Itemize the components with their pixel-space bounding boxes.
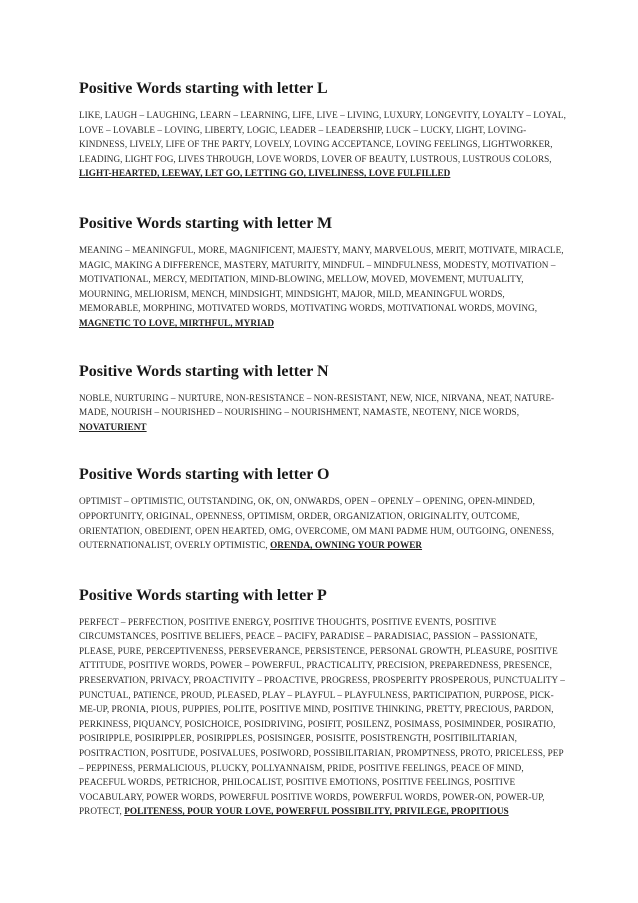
section-letter-n	[79, 363, 568, 435]
word-list-text: MEANING – MEANINGFUL, MORE, MAGNIFICENT, MAJESTY, MANY, MARVELOUS, MERIT, MOTIVATE, MIRACLE, MAGIC, MAKING A DIFFERENCE, MASTERY, MATURITY, MINDFUL – MINDFULNESS, MODESTY, MOTIVATION – MOTIVATIONAL, MERCY, MEDITATION, MIND-BLOWING, MELLOW, MOVED, MOVEMENT, MUTUALITY, MOURNING, MELIORISM, MENCH, MINDSIGHT, MINDSIGHT, MAJOR, MILD, MEANINGFUL WORDS, MEMORABLE, MORPHING, MOTIVATED WORDS, MOTIVATING WORDS, MOTIVATIONAL WORDS, MOVING,	[79, 244, 564, 314]
word-list-text: NOBLE, NURTURING – NURTURE, NON-RESISTANCE – NON-RESISTANT, NEW, NICE, NIRVANA, NEAT, NATURE-MADE, NOURISH – NOURISHED – NOURISHING – NOURISHMENT, NAMASTE, NEOTENY, NICE WORDS,	[79, 392, 555, 418]
word-list	[79, 494, 568, 552]
section-letter-o	[79, 466, 568, 552]
word-list-text: OPTIMIST – OPTIMISTIC, OUTSTANDING, OK, ON, ONWARDS, OPEN – OPENLY – OPENING, OPEN-MINDED, OPPORTUNITY, ORIGINAL, OPENNESS, OPTIMISM, ORDER, ORGANIZATION, ORIGINALITY, OUTCOME, ORIENTATION, OBEDIENT, OPEN HEARTED, OMG, OVERCOME, OM MANI PADME HUM, OUTGOING, ONENESS, OUTERNATIONALIST, OVERLY OPTIMISTIC,	[79, 496, 555, 551]
section-letter-p	[79, 587, 568, 819]
section-heading: Positive Words starting with letter M	[79, 214, 333, 232]
section-heading: Positive Words starting with letter P	[79, 586, 327, 604]
word-list-text: LIKE, LAUGH – LAUGHING, LEARN – LEARNING, LIFE, LIVE – LIVING, LUXURY, LONGEVITY, LOYALTY – LOYAL, LOVE – LOVABLE – LOVING, LIBERTY, LOGIC, LEADER – LEADERSHIP, LUCK – LUCKY, LIGHT, LOVING-KINDNESS, LIVELY, LIFE OF THE PARTY, LOVELY, LOVING ACCEPTANCE, LOVING FEELINGS, LIGHTWORKER, LEADING, LIGHT FOG, LIVES THROUGH, LOVE WORDS, LOVER OF BEAUTY, LUSTROUS, LUSTROUS COLORS,	[79, 110, 566, 164]
section-letter-l	[79, 80, 568, 181]
document-page	[79, 80, 568, 859]
word-list-link[interactable]: MAGNETIC TO LOVE, MIRTHFUL, MYRIAD	[79, 317, 275, 328]
word-list	[79, 615, 568, 819]
word-list	[79, 243, 568, 331]
word-list-link[interactable]: NOVATURIENT	[79, 421, 147, 432]
word-list	[79, 108, 568, 181]
section-heading: Positive Words starting with letter L	[79, 80, 328, 97]
section-heading: Positive Words starting with letter N	[79, 362, 329, 380]
word-list-text: PERFECT – PERFECTION, POSITIVE ENERGY, POSITIVE THOUGHTS, POSITIVE EVENTS, POSITIVE CIRCUMSTANCES, POSITIVE BELIEFS, PEACE – PACIFY, PARADISE – PARADISIAC, PASSION – PASSIONATE, PLEASE, PURE, PERCEPTIVENESS, PERSEVERANCE, PERSISTENCE, PERSONAL GROWTH, PLEASURE, POSITIVE ATTITUDE, POSITIVE WORDS, POWER – POWERFUL, PRACTICALITY, PRECISION, PREPAREDNESS, PRESENCE, PRESERVATION, PRIVACY, PROACTIVITY – PROACTIVE, PROGRESS, PROSPERITY PROSPEROUS, PUNCTUALITY – PUNCTUAL, PATIENCE, PROUD, PLEASED, PLAY – PLAYFUL – PLAYFULNESS, PARTICIPATION, PURPOSE, PICK-ME-UP, PRONIA, PIOUS, PUPPIES, POLITE, POSITIVE MIND, POSITIVE THINKING, PRETTY, PRECIOUS, PARDON, PERKINESS, PIQUANCY, POSICHOICE, POSIDRIVING, POSIFIT, POSILENZ, POSIMASS, POSIMINDER, POSIRATIO, POSIRIPPLE, POSIRIPPLER, POSIRIPPLES, POSISINGER, POSISITE, POSISTRENGTH, POSITIBILITARIAN, POSITRACTION, POSITUDE, POSIVALUES, POSIWORD, POSSIBILITARIAN, PROMPTNESS, PROTO, PRICELESS, PEP – PEPPINESS, PERMALICIOUS, PLUCKY, POLLYANNAISM, PRIDE, POSITIVE FEELINGS, PEACE OF MIND, PEACEFUL WORDS, PETRICHOR, PHILOCALIST, POSITIVE EMOTIONS, POSITIVE FEELINGS, POSITIVE VOCABULARY, POWER WORDS, POWERFUL POSITIVE WORDS, POWERFUL WORDS, POWER-ON, POWER-UP, PROTECT,	[79, 616, 565, 817]
section-heading: Positive Words starting with letter O	[79, 466, 330, 484]
word-list-link[interactable]: ORENDA, OWNING YOUR POWER	[270, 540, 423, 551]
section-letter-m	[79, 215, 568, 331]
word-list	[79, 391, 568, 435]
word-list-link[interactable]: LIGHT-HEARTED, LEEWAY, LET GO, LETTING GO, LIVELINESS, LOVE FULFILLED	[79, 168, 451, 179]
word-list-link[interactable]: POLITENESS, POUR YOUR LOVE, POWERFUL POSSIBILITY, PRIVILEGE, PROPITIOUS	[124, 806, 509, 817]
